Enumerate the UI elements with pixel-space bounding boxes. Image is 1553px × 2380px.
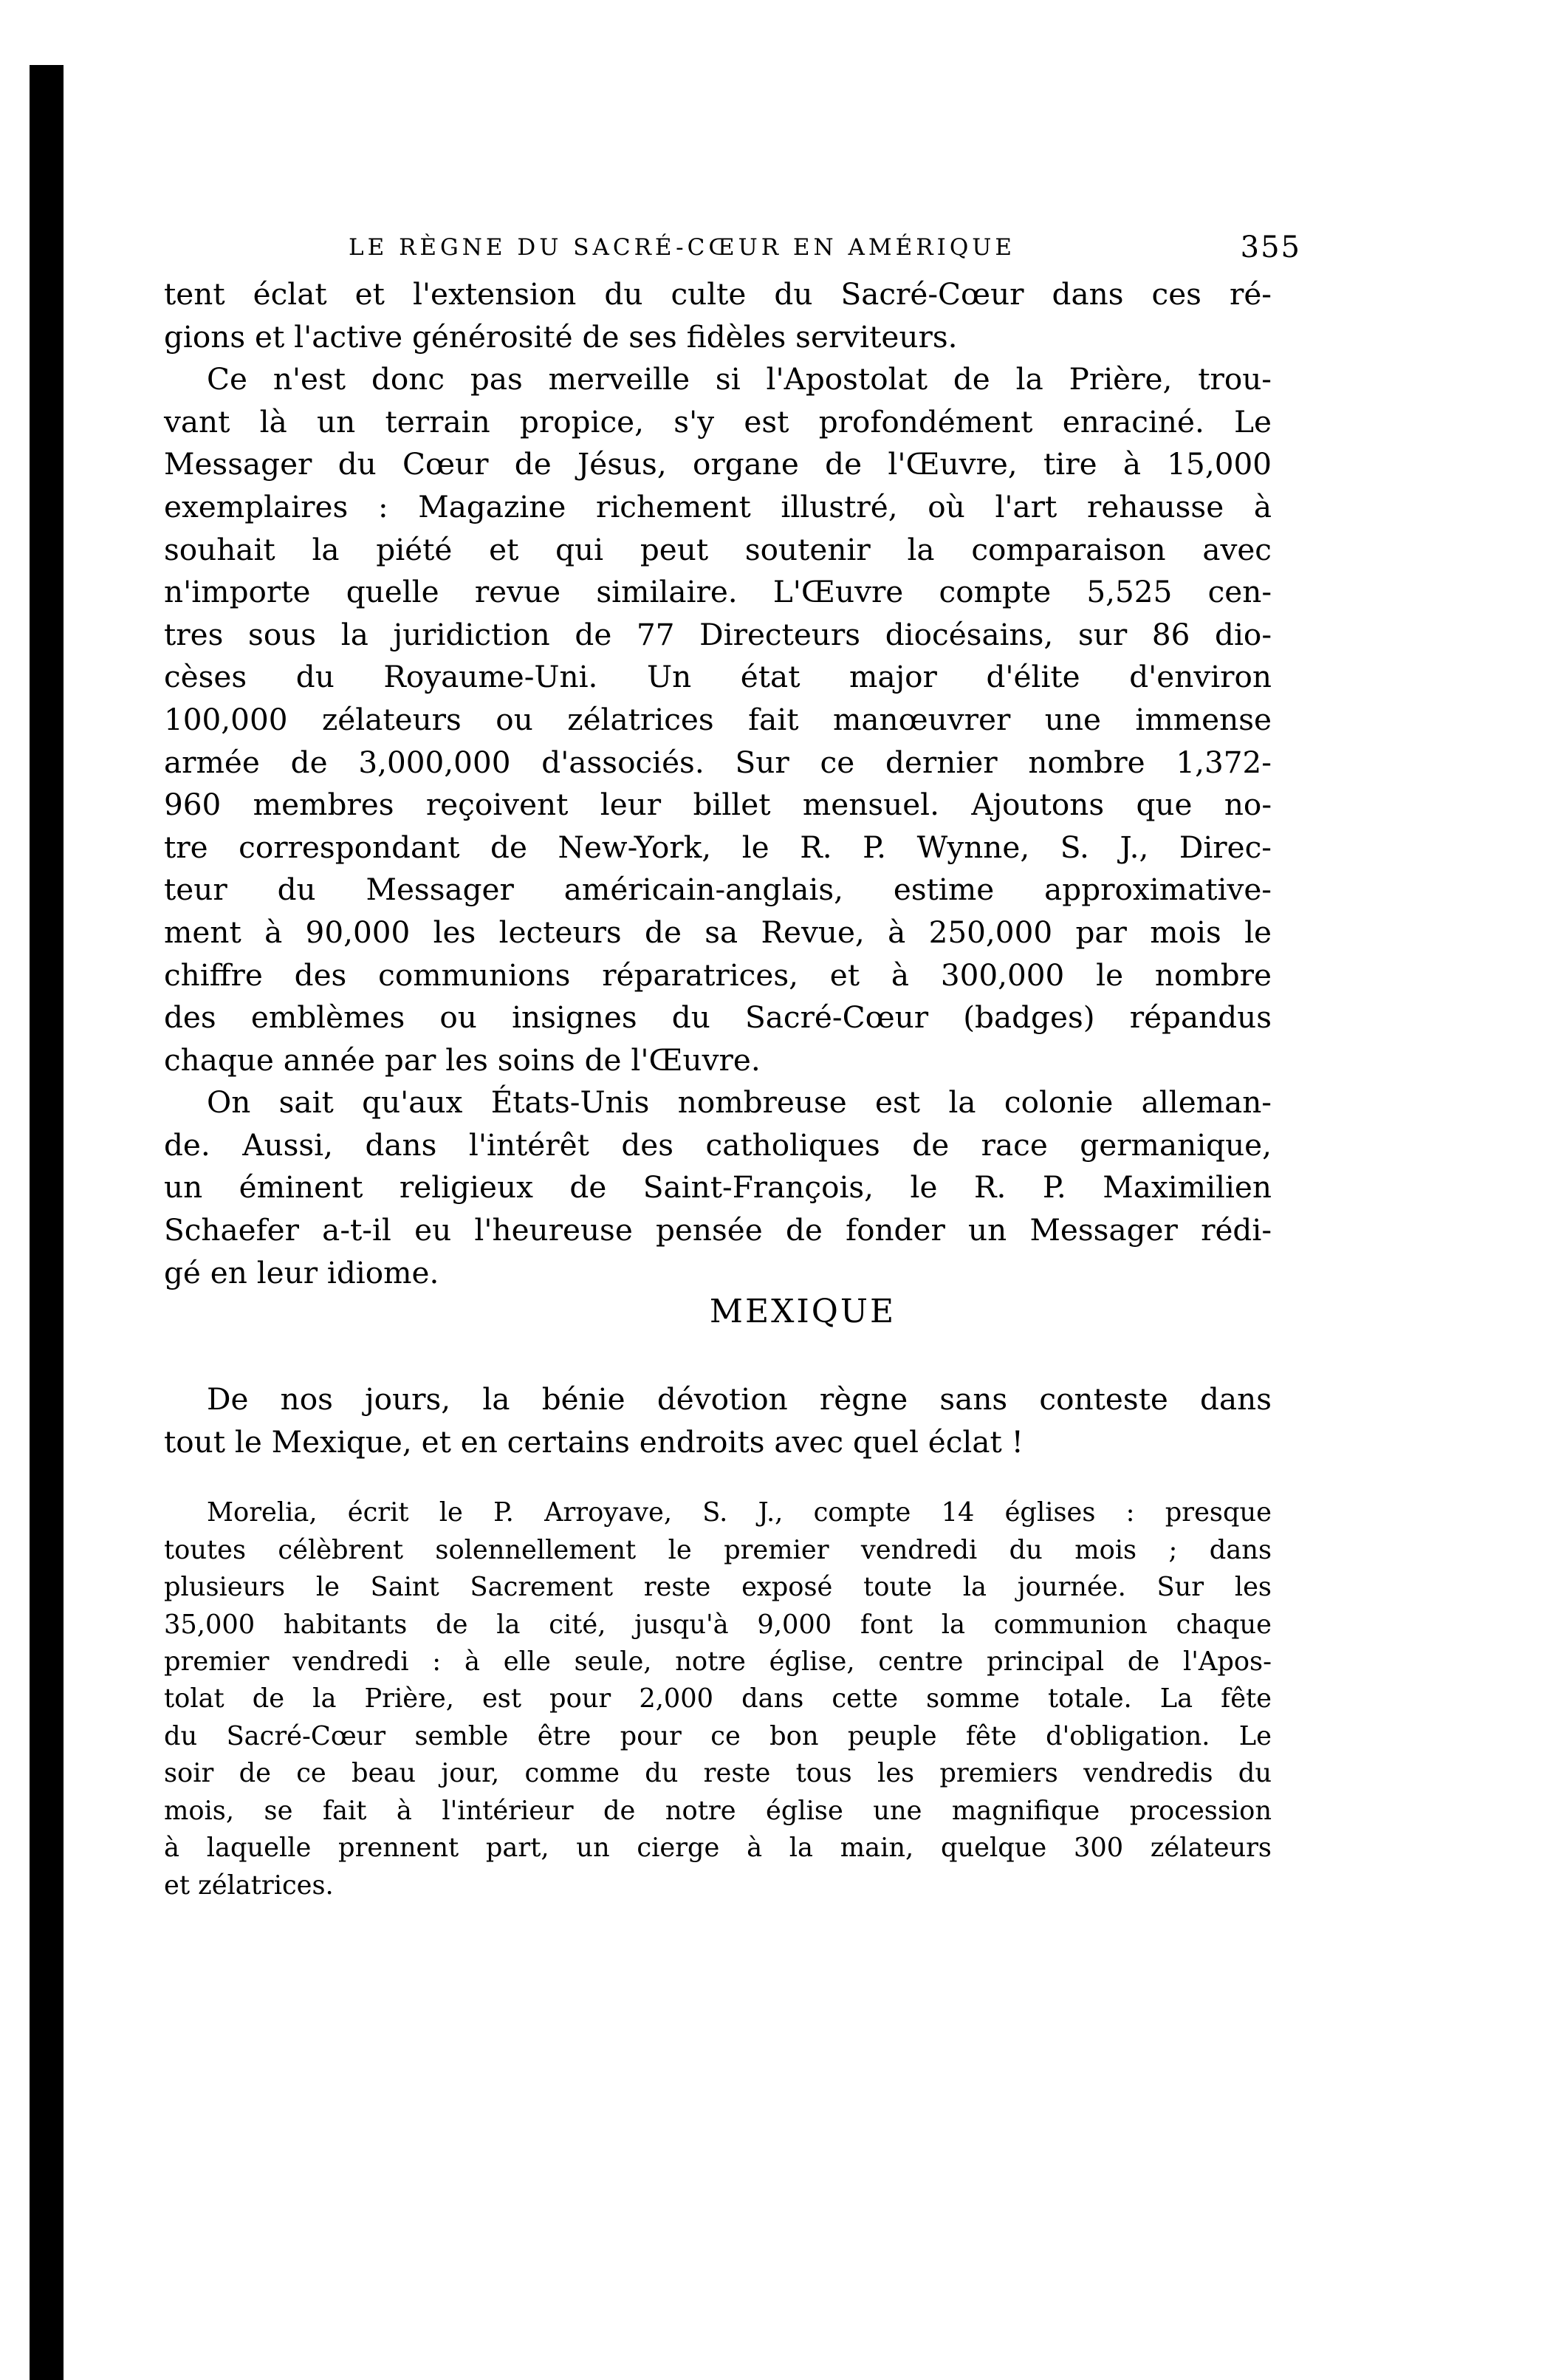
paragraph-continuation <box>164 273 1272 358</box>
text-line: des emblèmes ou insignes du Sacré-Cœur (badges) répandus <box>164 999 1272 1036</box>
text-line: tout le Mexique, et en certains endroits avec quel éclat ! <box>164 1423 1024 1460</box>
text-line: Schaefer a-t-il eu l'heureuse pensée de fonder un Messager rédi- <box>164 1212 1272 1248</box>
text-line: 35,000 habitants de la cité, jusqu'à 9,000 font la communion chaque <box>164 1609 1272 1640</box>
text-line: armée de 3,000,000 d'associés. Sur ce dernier nombre 1,372- <box>164 744 1272 780</box>
text-line: de. Aussi, dans l'intérêt des catholiques de race germanique, <box>164 1126 1272 1163</box>
text-line: gions et l'active générosité de ses fidèles serviteurs. <box>164 318 958 355</box>
text-line: 960 membres reçoivent leur billet mensuel. Ajoutons que no- <box>164 787 1272 823</box>
text-line: teur du Messager américain-anglais, estime approximative- <box>164 872 1272 908</box>
text-line: mois, se fait à l'intérieur de notre église une magnifique procession <box>164 1795 1272 1826</box>
spacer <box>164 1463 1272 1494</box>
text-line: tolat de la Prière, est pour 2,000 dans cette somme totale. La fête <box>164 1683 1272 1714</box>
text-line: soir de ce beau jour, comme du reste tous les premiers vendredis du <box>164 1758 1272 1789</box>
running-head <box>164 222 1301 273</box>
text-line: un éminent religieux de Saint-François, le R. P. Maximilien <box>164 1169 1272 1206</box>
text-line: 100,000 zélateurs ou zélatrices fait manœuvrer une immense <box>164 701 1272 737</box>
text-line: n'importe quelle revue similaire. L'Œuvre compte 5,525 cen- <box>164 574 1272 610</box>
text-line: Ce n'est donc pas merveille si l'Apostolat de la Prière, trou- <box>207 361 1272 397</box>
text-line: à laquelle prennent part, un cierge à la main, quelque 300 zélateurs <box>164 1833 1272 1864</box>
text-line: De nos jours, la bénie dévotion règne sans conteste dans <box>207 1381 1272 1418</box>
paragraph-etats-unis <box>164 1081 1272 1294</box>
paragraph-mexique-intro <box>164 1378 1272 1463</box>
text-line: et zélatrices. <box>164 1870 334 1901</box>
text-line: Messager du Cœur de Jésus, organe de l'Œuvre, tire à 15,000 <box>164 446 1272 482</box>
running-head-title: LE RÈGNE DU SACRÉ-CŒUR EN AMÉRIQUE <box>349 234 1016 261</box>
text-line: tent éclat et l'extension du culte du Sacré-Cœur dans ces ré- <box>164 276 1272 312</box>
book-page <box>164 222 1301 1904</box>
text-line: chiffre des communions réparatrices, et à 300,000 le nombre <box>164 957 1272 993</box>
page-number: 355 <box>1240 230 1301 264</box>
section-heading-mexique: MEXIQUE <box>709 1293 897 1331</box>
text-line: gé en leur idiome. <box>164 1254 439 1290</box>
text-line: premier vendredi : à elle seule, notre église, centre principal de l'Apos- <box>164 1646 1272 1678</box>
text-line: Morelia, écrit le P. Arroyave, S. J., compte 14 églises : presque <box>207 1497 1272 1528</box>
text-line: du Sacré-Cœur semble être pour ce bon peuple fête d'obligation. Le <box>164 1720 1272 1751</box>
text-line: plusieurs le Saint Sacrement reste exposé toute la journée. Sur les <box>164 1572 1272 1603</box>
text-line: On sait qu'aux États-Unis nombreuse est la colonie alleman- <box>207 1084 1272 1121</box>
paragraph-apostolat <box>164 358 1272 1081</box>
text-line: tre correspondant de New-York, le R. P. Wynne, S. J., Direc- <box>164 829 1272 865</box>
text-line: vant là un terrain propice, s'y est profondément enraciné. Le <box>164 403 1272 440</box>
text-line: tres sous la juridiction de 77 Directeurs diocésains, sur 86 dio- <box>164 616 1272 652</box>
text-line: cèses du Royaume-Uni. Un état major d'élite d'environ <box>164 659 1272 695</box>
paragraph-morelia-quote <box>164 1494 1272 1904</box>
text-line: toutes célèbrent solennellement le premier vendredi du mois ; dans <box>164 1534 1272 1565</box>
text-line: ment à 90,000 les lecteurs de sa Revue, à 250,000 par mois le <box>164 914 1272 950</box>
text-line: souhait la piété et qui peut soutenir la comparaison avec <box>164 531 1272 567</box>
text-line: exemplaires : Magazine richement illustré, où l'art rehausse à <box>164 488 1272 524</box>
scan-binding-edge <box>30 65 64 2380</box>
text-line: chaque année par les soins de l'Œuvre. <box>164 1042 761 1078</box>
